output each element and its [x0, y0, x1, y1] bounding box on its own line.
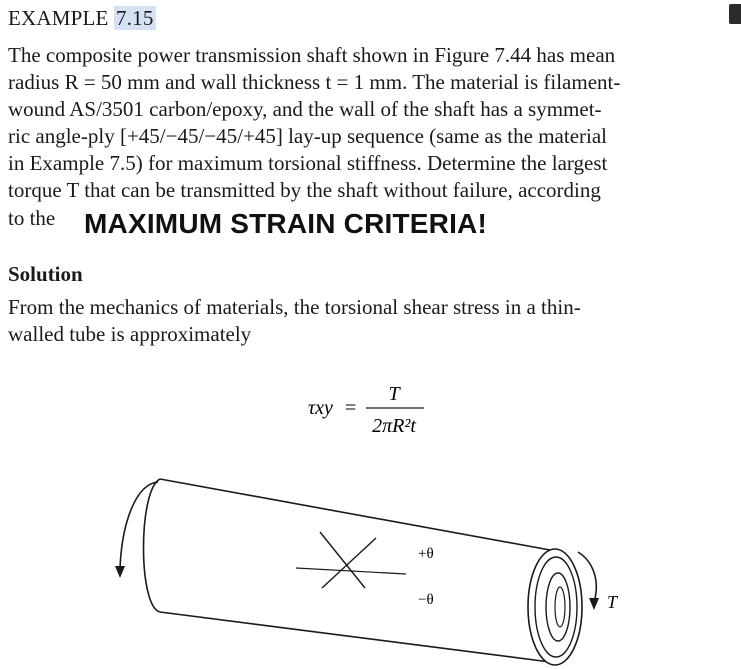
plus-theta-label: +θ: [418, 546, 434, 562]
fiber-line-plus: [320, 532, 365, 588]
solution-heading: Solution: [8, 262, 83, 286]
example-label: EXAMPLE: [8, 6, 109, 30]
formula-denominator: 2πR²t: [372, 415, 416, 437]
problem-line: ric angle-ply [+45/−45/−45/+45] lay-up sequence (same as the material: [8, 124, 608, 148]
problem-line: wound AS/3501 carbon/epoxy, and the wall of the shaft has a symmet-: [8, 97, 602, 121]
problem-line: radius R = 50 mm and wall thickness t = 1 mm. The material is filament-: [8, 70, 621, 94]
criteria-overlay-text: MAXIMUM STRAIN CRITERIA!: [80, 208, 491, 240]
problem-statement: [8, 42, 730, 204]
left-torque-arc: [120, 482, 158, 568]
shear-stress-formula: [300, 380, 440, 440]
page-corner-tab[interactable]: [729, 4, 741, 24]
minus-theta-label: −θ: [418, 592, 434, 608]
formula-lhs: τxy: [308, 397, 333, 419]
problem-line-start: to the: [8, 206, 56, 230]
example-number: 7.15: [116, 6, 154, 30]
torque-label: T: [607, 592, 618, 612]
problem-last-line: [8, 206, 730, 240]
shaft-figure: [100, 462, 660, 667]
solution-line: walled tube is approximately: [8, 322, 252, 346]
example-heading: [8, 6, 156, 31]
solution-text: [8, 294, 730, 348]
problem-line: The composite power transmission shaft shown in Figure 7.44 has mean: [8, 43, 616, 67]
problem-line: torque T that can be transmitted by the shaft without failure, according: [8, 178, 601, 202]
left-arrow-head-icon: [115, 566, 125, 578]
shaft-top-edge: [160, 479, 550, 550]
solution-line: From the mechanics of materials, the torsional shear stress in a thin-: [8, 295, 581, 319]
formula-numerator: T: [388, 383, 400, 405]
formula-equals: =: [345, 397, 357, 419]
problem-line: in Example 7.5) for maximum torsional stiffness. Determine the largest: [8, 151, 608, 175]
shaft-axis-line: [296, 568, 406, 574]
shaft-left-end: [144, 479, 161, 612]
right-arrow-head-icon: [589, 598, 599, 610]
shaft-bottom-edge: [160, 612, 550, 662]
